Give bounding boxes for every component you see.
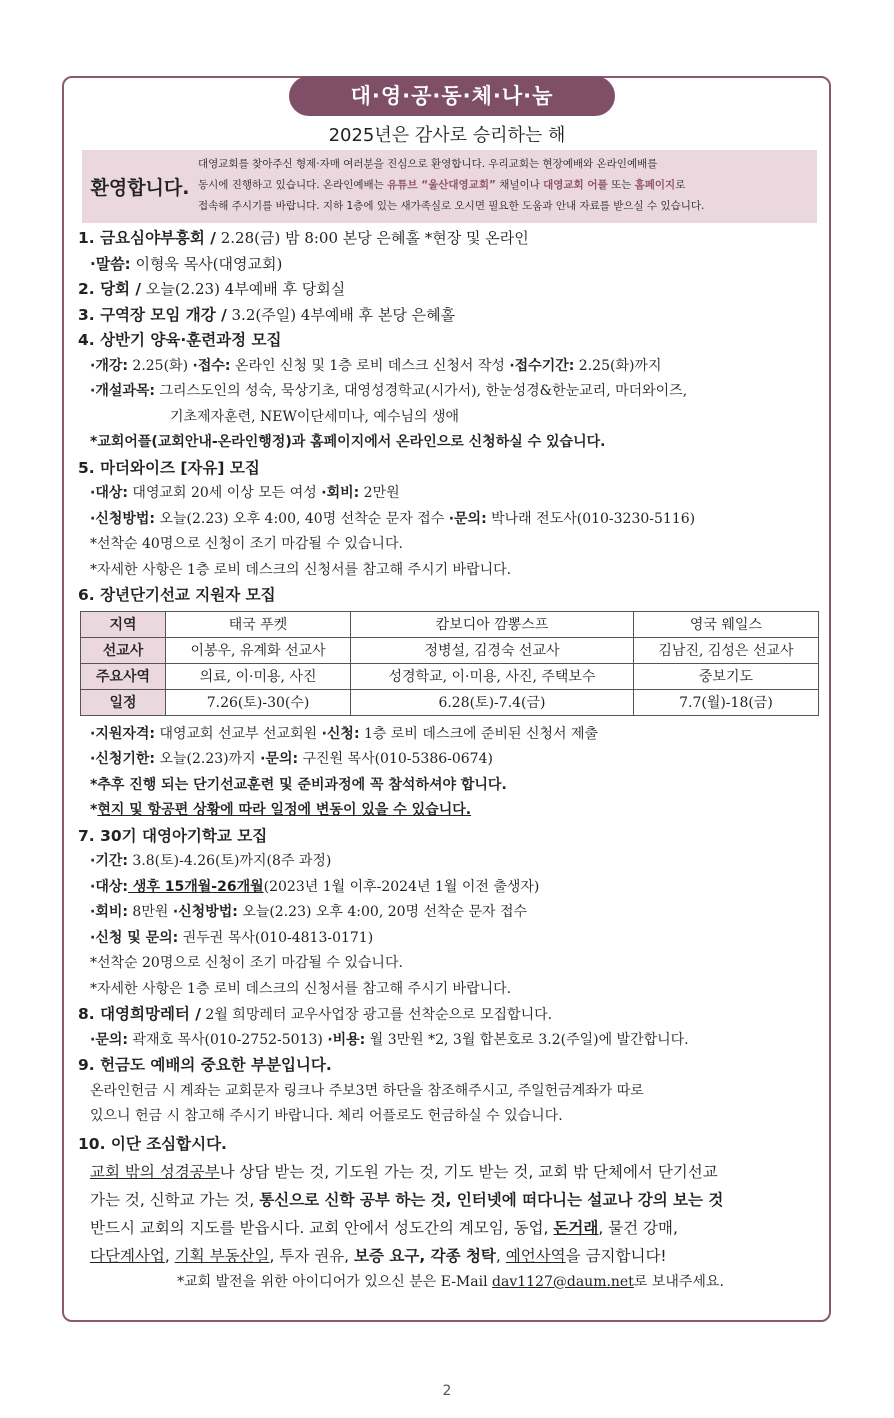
table-row xyxy=(81,611,819,637)
item-8: 8. 대영희망레터 / 2월 희망레터 교우사업장 광고를 선착순으로 모집합니다. xyxy=(78,1005,553,1023)
item-9-text: 온라인헌금 시 계좌는 교회문자 링크나 주보3면 하단을 참조해주시고, 주일헌금계좌가 따로 xyxy=(90,1082,644,1099)
item-3: 3. 구역장 모임 개강 / 3.2(주일) 4부예배 후 본당 은혜홀 xyxy=(78,305,456,324)
youtube-channel: 유튜브 “울산대영교회” xyxy=(387,179,496,191)
table-cell: 중보기도 xyxy=(633,663,818,689)
welcome-line: 접속해 주시기를 바랍니다. 지하 1층에 있는 새가족실로 오시면 필요한 도움과 안내 자료를 받으실 수 있습니다. xyxy=(198,200,705,212)
item-1: 1. 금요심야부흥회 / 2.28(금) 밤 8:00 본당 은혜홀 *현장 및 온라인 xyxy=(78,229,529,247)
welcome-line: 대영교회를 찾아주신 형제·자매 여러분을 진심으로 환영합니다. 우리교회는 현장예배와 온라인예배를 xyxy=(198,158,658,170)
table-cell: 정병설, 김경숙 선교사 xyxy=(351,637,634,663)
item-4: 4. 상반기 양육·훈련과정 모집 xyxy=(78,331,282,349)
item-4-courses-cont: 기초제자훈련, NEW이단세미나, 예수님의 생애 xyxy=(170,408,460,425)
table-cell: 7.7(월)-18(금) xyxy=(633,689,818,715)
page-number: 2 xyxy=(442,1383,452,1399)
table-cell: 이봉우, 유계화 선교사 xyxy=(166,637,351,663)
item-6-qualification: ·지원자격: 대영교회 선교부 선교회원 ·신청: 1층 로비 데스크에 준비된 신청서 제출 xyxy=(90,725,599,742)
table-cell: 7.26(토)-30(수) xyxy=(166,689,351,715)
table-cell: 영국 웨일스 xyxy=(633,611,818,637)
item-5-note: *선착순 40명으로 신청이 조기 마감될 수 있습니다. xyxy=(90,536,403,552)
item-10 xyxy=(78,1130,823,1270)
item-2: 2. 당회 / 오늘(2.23) 4부예배 후 당회실 xyxy=(78,280,346,298)
item-6-deadline: ·신청기한: 오늘(2.23)까지 ·문의: 구진원 목사(010-5386-0674) xyxy=(90,751,493,767)
item-8-contact: ·문의: 곽재호 목사(010-2752-5013) ·비용: 월 3만원 *2, 3월 합본호로 3.2(주일)에 발간합니다. xyxy=(90,1031,689,1048)
item-7-note: *자세한 사항은 1층 로비 데스크의 신청서를 참고해 주시기 바랍니다. xyxy=(90,980,512,997)
item-7-fee: ·회비: 8만원 ·신청방법: 오늘(2.23) 오후 4:00, 20명 선착순 문자 접수 xyxy=(90,904,528,920)
page-subtitle: 2025년은 감사로 승리하는 해 xyxy=(328,125,566,146)
footer-note: *교회 발전을 위한 아이디어가 있으신 분은 E-Mail dav1127@daum.net로 보내주세요. xyxy=(177,1273,724,1290)
table-row xyxy=(81,663,819,689)
item-5-apply: ·신청방법: 오늘(2.23) 오후 4:00, 40명 선착순 문자 접수 ·문의: 박나래 전도사(010-3230-5116) xyxy=(90,510,696,527)
item-4-detail: ·개강: 2.25(화) ·접수: 온라인 신청 및 1층 로비 데스크 신청서 작성 ·접수기간: 2.25(화)까지 xyxy=(90,357,662,374)
item-1-speaker: ·말씀: 이형욱 목사(대영교회) xyxy=(90,254,283,273)
table-row-label: 선교사 xyxy=(81,637,166,663)
item-6-note: *추후 진행 되는 단기선교훈련 및 준비과정에 꼭 참석하셔야 합니다. xyxy=(90,776,507,793)
table-row-label: 일정 xyxy=(81,689,166,715)
welcome-line: 동시에 진행하고 있습니다. 온라인예배는 유튜브 “울산대영교회” 채널이나 대영교회 어플 또는 홈페이지로 xyxy=(198,179,686,191)
item-10-title: 10. 이단 조심합시다. xyxy=(78,1134,227,1153)
item-4-note: *교회어플(교회안내-온라인행정)과 홈페이지에서 온라인으로 신청하실 수 있습니다. xyxy=(90,434,606,450)
table-cell: 태국 푸켓 xyxy=(166,611,351,637)
item-10-text: 반드시 교회의 지도를 받읍시다. 교회 안에서 성도간의 계모임, 동업, 돈거래, 물건 강매, xyxy=(90,1218,678,1237)
item-5-target: ·대상: 대영교회 20세 이상 모든 여성 ·회비: 2만원 xyxy=(90,485,400,501)
table-row xyxy=(81,637,819,663)
table-cell: 김남진, 김성은 선교사 xyxy=(633,637,818,663)
church-app: 대영교회 어플 xyxy=(543,179,608,191)
table-cell: 6.28(토)-7.4(금) xyxy=(351,689,634,715)
item-10-text: 다단계사업, 기획 부동산일, 투자 권유, 보증 요구, 각종 청탁, 예언사역을 금지합니다! xyxy=(90,1246,667,1265)
item-10-text: 교회 밖의 성경공부나 상담 받는 것, 기도원 가는 것, 기도 받는 것, 교회 밖 단체에서 단기선교 xyxy=(90,1162,718,1181)
table-cell: 캄보디아 깜뽕스프 xyxy=(351,611,634,637)
table-cell: 성경학교, 이·미용, 사진, 주택보수 xyxy=(351,663,634,689)
item-5: 5. 마더와이즈 [자유] 모집 xyxy=(78,458,260,477)
welcome-title: 환영합니다. xyxy=(90,177,190,199)
item-10-text: 가는 것, 신학교 가는 것, 통신으로 신학 공부 하는 것, 인터넷에 떠다니는 설교나 강의 보는 것 xyxy=(90,1190,724,1209)
item-9: 9. 헌금도 예배의 중요한 부분입니다. xyxy=(78,1056,332,1074)
item-6-note: *현지 및 항공편 상황에 따라 일정에 변동이 있을 수 있습니다. xyxy=(90,802,472,818)
item-7-contact: ·신청 및 문의: 권두권 목사(010-4813-0171) xyxy=(90,929,374,946)
homepage: 홈페이지 xyxy=(634,179,676,191)
item-7-note: *선착순 20명으로 신청이 조기 마감될 수 있습니다. xyxy=(90,955,403,971)
item-7-target: ·대상: 생후 15개월-26개월(2023년 1월 이후-2024년 1월 이전 출생자) xyxy=(90,878,540,895)
item-7: 7. 30기 대영아기학교 모집 xyxy=(78,826,268,845)
table-row-label: 주요사역 xyxy=(81,663,166,689)
item-4-courses: ·개설과목: 그리스도인의 성숙, 묵상기초, 대영성경학교(시가서), 한눈성경&한눈교리, 마더와이즈, xyxy=(90,383,688,399)
mission-table xyxy=(80,611,819,716)
item-9-text: 있으니 헌금 시 참고해 주시기 바랍니다. 체리 어플로도 헌금하실 수 있습니다. xyxy=(90,1108,563,1124)
welcome-box xyxy=(82,150,817,223)
page-title: 대·영·공·동·체·나·눔 xyxy=(289,76,615,116)
table-cell: 의료, 이·미용, 사진 xyxy=(166,663,351,689)
item-6: 6. 장년단기선교 지원자 모집 xyxy=(78,586,276,604)
table-row-label: 지역 xyxy=(81,611,166,637)
announcements xyxy=(78,226,823,1295)
item-5-note: *자세한 사항은 1층 로비 데스크의 신청서를 참고해 주시기 바랍니다. xyxy=(90,561,512,578)
email-link[interactable]: dav1127@daum.net xyxy=(492,1273,634,1290)
welcome-text xyxy=(198,150,817,223)
item-7-period: ·기간: 3.8(토)-4.26(토)까지(8주 과정) xyxy=(90,853,332,869)
table-row xyxy=(81,689,819,715)
